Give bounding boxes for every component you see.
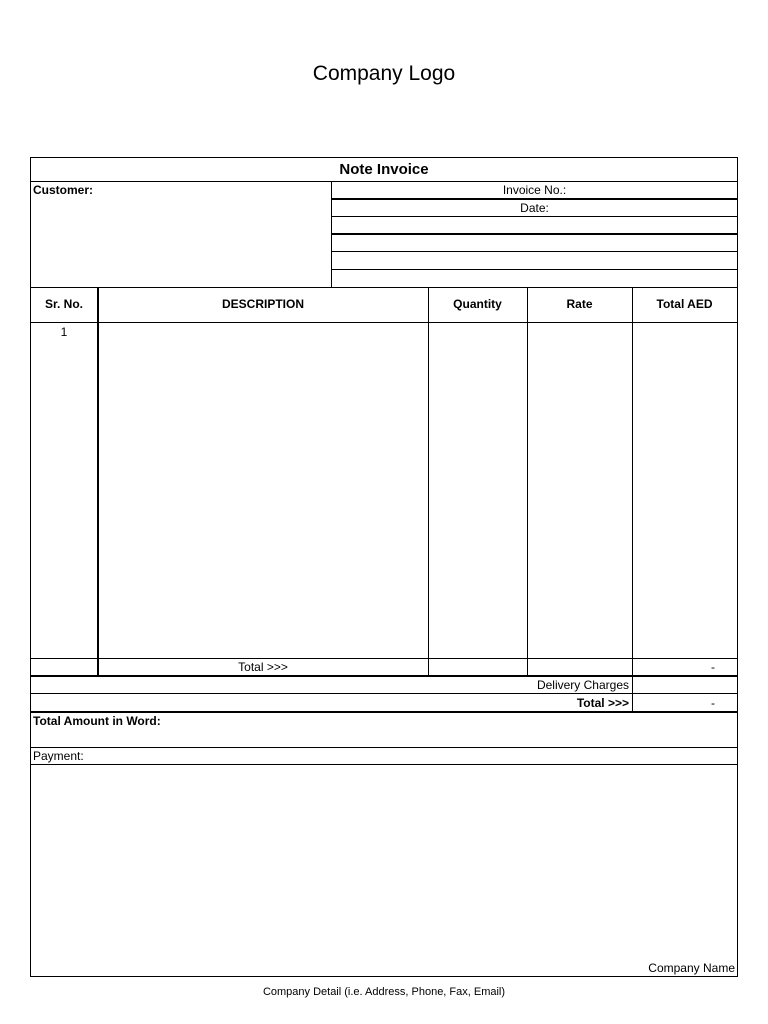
customer-label: Customer: [33,183,94,197]
column-header-description: DESCRIPTION [221,297,304,311]
column-header-total-aed: Total AED [656,297,713,311]
company-logo-placeholder: Company Logo [312,62,456,85]
invoice-form [30,157,738,977]
table-total-label: Total >>> [238,660,288,674]
grand-total-value: - [711,696,715,710]
date-label: Date: [520,201,549,215]
column-header-sr-no: Sr. No. [44,297,83,311]
invoice-title: Note Invoice [339,161,429,178]
column-header-quantity: Quantity [453,297,502,311]
column-header-rate: Rate [566,297,593,311]
company-detail-footer: Company Detail (i.e. Address, Phone, Fax, Email) [262,986,506,998]
amount-in-words-label: Total Amount in Word: [33,714,161,728]
grand-total-label: Total >>> [576,696,629,710]
invoice-number-label: Invoice No.: [502,183,567,197]
table-row-sr-no: 1 [60,325,68,339]
table-total-value: - [711,660,715,674]
delivery-charges-label: Delivery Charges [536,678,629,692]
company-name: Company Name [648,961,735,975]
payment-label: Payment: [33,749,84,763]
